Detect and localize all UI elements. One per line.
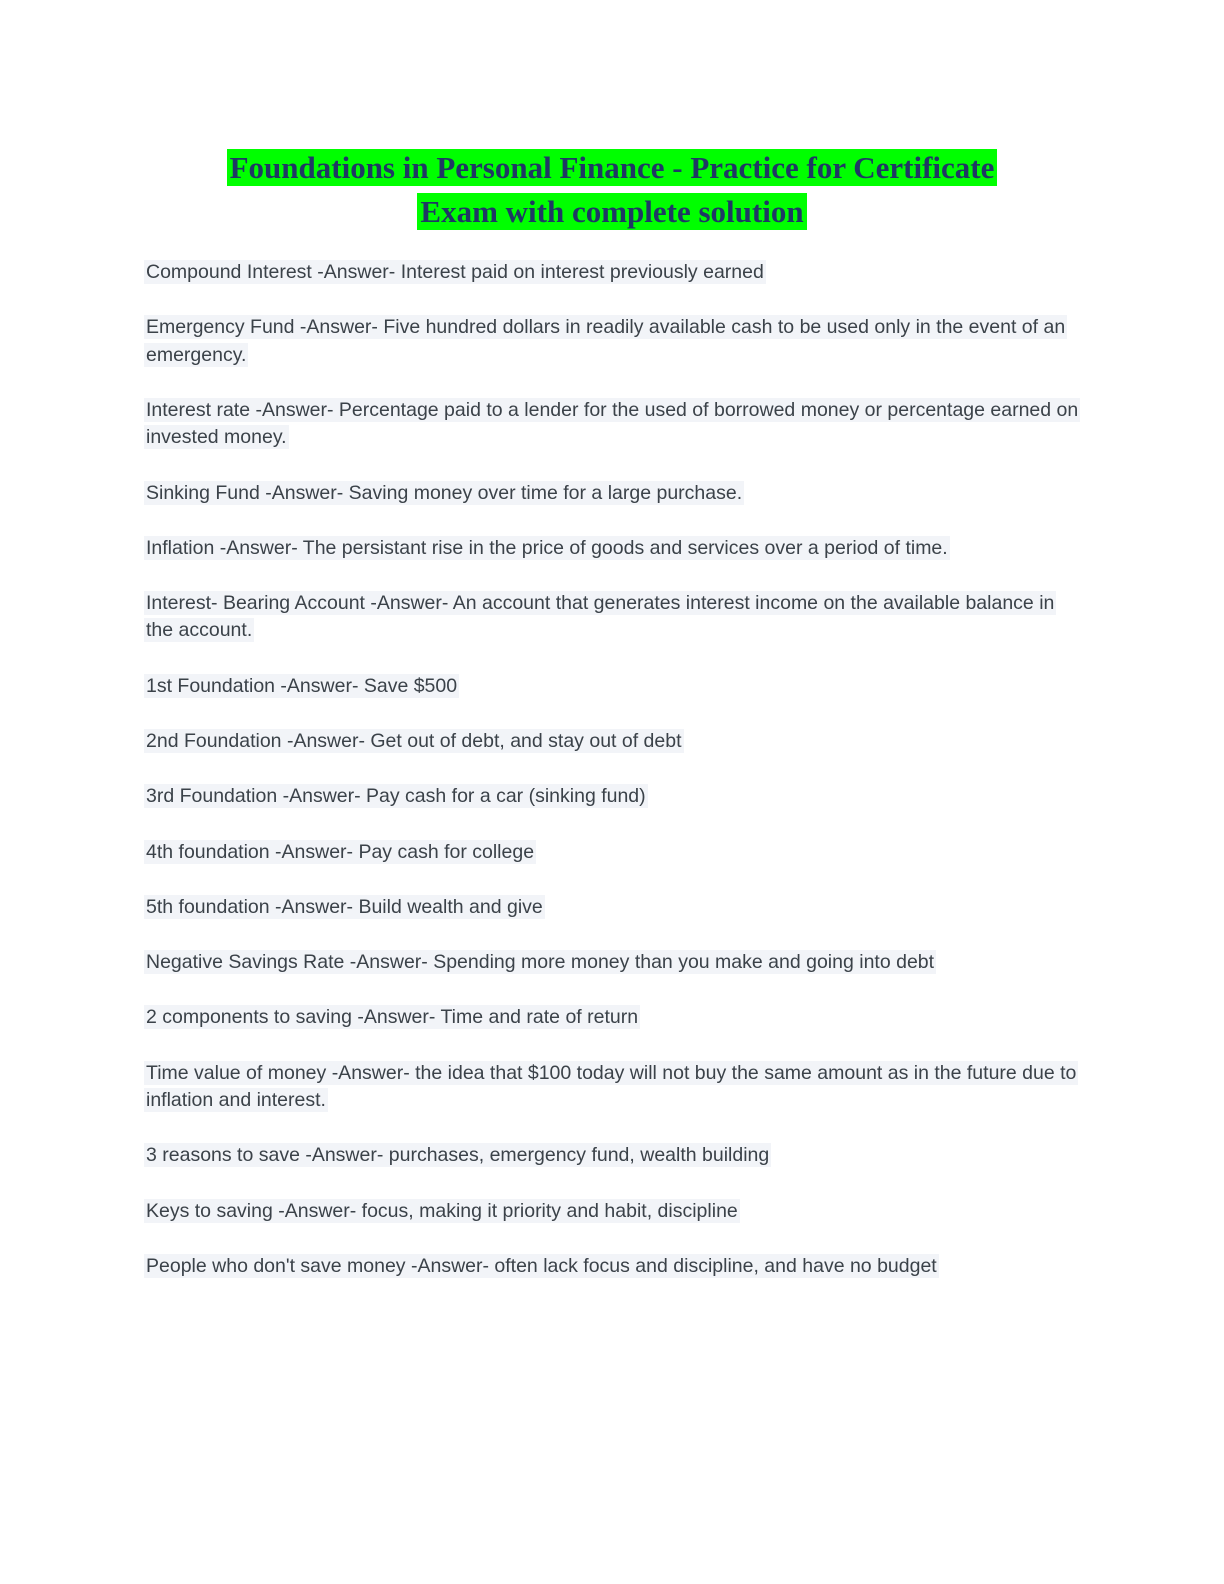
page-title-line2: Exam with complete solution [417, 193, 806, 230]
qa-paragraph [144, 259, 1080, 286]
qa-text: Inflation -Answer- The persistant rise in the price of goods and services over a period of time. [146, 536, 948, 559]
qa-text: People who don't save money -Answer- often lack focus and discipline, and have no budget [146, 1254, 937, 1277]
qa-text: Negative Savings Rate -Answer- Spending more money than you make and going into debt [146, 951, 935, 974]
qa-text: Time value of money -Answer- the idea that $100 today will not buy the same amount as in the future due to inflation and interest. [146, 1061, 1077, 1112]
qa-paragraph [144, 480, 1080, 507]
qa-paragraph [144, 1253, 1080, 1280]
qa-paragraph [144, 1060, 1080, 1115]
qa-text: Keys to saving -Answer- focus, making it priority and habit, discipline [146, 1199, 738, 1222]
qa-paragraph [144, 673, 1080, 700]
qa-text: 2nd Foundation -Answer- Get out of debt, and stay out of debt [146, 730, 682, 752]
qa-text: 3rd Foundation -Answer- Pay cash for a car (sinking fund) [146, 785, 646, 808]
qa-paragraph [144, 1004, 1080, 1031]
qa-text: Interest- Bearing Account -Answer- An account that generates interest income on the available balance in the account. [146, 592, 1055, 642]
qa-paragraph [144, 314, 1080, 369]
qa-paragraph [144, 1142, 1080, 1169]
qa-text: Compound Interest -Answer- Interest paid on interest previously earned [146, 261, 764, 284]
qa-text: 5th foundation -Answer- Build wealth and give [146, 895, 543, 918]
qa-paragraph [144, 590, 1080, 645]
qa-paragraph [144, 728, 1080, 755]
qa-text: Interest rate -Answer- Percentage paid to a lender for the used of borrowed money or percentage earned on invested money. [146, 398, 1079, 449]
qa-paragraph [144, 783, 1080, 810]
qa-text: 3 reasons to save -Answer- purchases, emergency fund, wealth building [146, 1144, 770, 1167]
qa-paragraph [144, 894, 1080, 921]
qa-text: 2 components to saving -Answer- Time and rate of return [146, 1006, 639, 1029]
qa-paragraph [144, 839, 1080, 866]
qa-paragraph [144, 397, 1080, 452]
qa-text: Emergency Fund -Answer- Five hundred dollars in readily available cash to be used only in the event of an emergency. [146, 316, 1066, 366]
qa-paragraph [144, 1198, 1080, 1225]
qa-text: Sinking Fund -Answer- Saving money over time for a large purchase. [146, 481, 743, 504]
qa-paragraph [144, 535, 1080, 562]
page-title [144, 146, 1080, 234]
qa-text: 1st Foundation -Answer- Save $500 [146, 674, 458, 697]
qa-paragraph [144, 949, 1080, 976]
qa-text: 4th foundation -Answer- Pay cash for college [146, 840, 535, 863]
page-title-line1: Foundations in Personal Finance - Practice for Certificate [227, 149, 998, 186]
